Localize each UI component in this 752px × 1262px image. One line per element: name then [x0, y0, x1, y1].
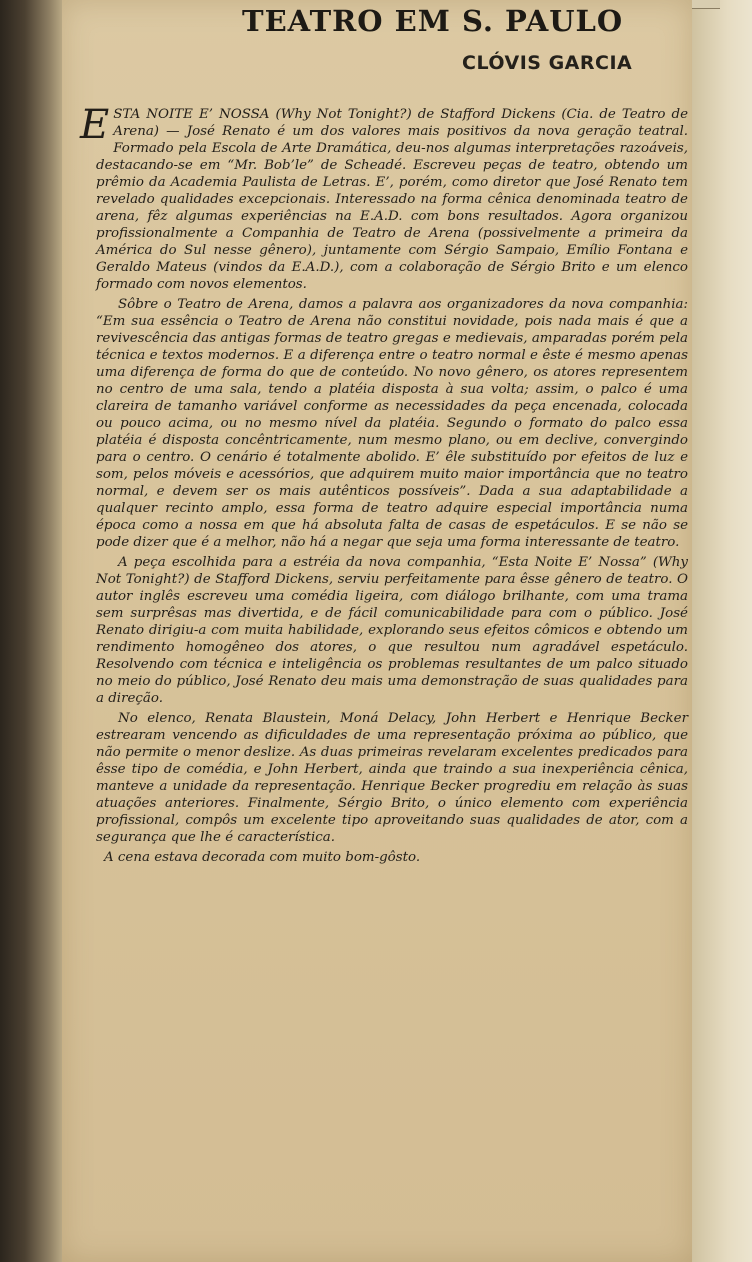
article-paragraph-3: A peça escolhida para a estréia da nova companhia, “Esta Noite E’ Nossa” (Why Not Tonight?) de Stafford Dickens, serviu perfeitamente para êsse gênero de teatro. O autor inglês escreveu uma comédia ligeira, com diálogo brilhante, com uma trama sem surprêsas mas divertida, e de fácil comunicabilidade para com o público. José Renato dirigiu-a com muita habilidade, explorando seus efeitos cômicos e obtendo um rendimento homogêneo dos atores, o que resultou num agradável espetáculo. Resolvendo com técnica e inteligência os problemas resultantes de um palco situado no meio do público, José Renato deu mais uma demonstração de suas qualidades para a direção. — [96, 555, 688, 706]
article-paragraph-5: A cena estava decorada com muito bom-gôsto. — [104, 850, 421, 865]
article-paragraph-1 — [80, 102, 688, 293]
scan-background-right — [692, 0, 752, 1262]
paragraph-1-text: STA NOITE E’ NOSSA (Why Not Tonight?) de Stafford Dickens (Cia. de Teatro de Arena) — José Renato é um dos valores mais positivos da nova geração teatral. Formado pela Escola de Arte Dramática, deu-nos algumas interpretações razoáveis, destacando-se em “Mr. Bob’le” de Scheadé. Escreveu peças de teatro, obtendo um prêmio da Academia Paulista de Letras. E’, porém, como diretor que José Renato tem revelado qualidades excepcionais. Interessado na forma cênica denominada teatro de arena, fêz algumas experiências na E.A.D. com bons resultados. Agora organizou profissionalmente a Companhia de Teatro de Arena (possivelmente a primeira da América do Sul nesse gênero), juntamente com Sérgio Sampaio, Emílio Fontana e Geraldo Mateus (vindos da E.A.D.), com a colaboração de Sérgio Brito e um elenco formado com novos elementos. — [96, 107, 688, 292]
article-paragraph-4: No elenco, Renata Blaustein, Moná Delacy, John Herbert e Henrique Becker estrearam vencendo as dificuldades de uma representação próxima ao público, que não permite o menor deslize. As duas primeiras revelaram excelentes predicados para êsse tipo de comédia, e John Herbert, ainda que traindo a sua inexperiência cênica, manteve a unidade da representação. Henrique Becker progrediu em relação às suas atuações anteriores. Finalmente, Sérgio Brito, o único elemento com experiência profissional, compôs um excelente tipo aproveitando suas qualidades de ator, com a segurança que lhe é característica. — [96, 711, 688, 845]
article-body — [80, 102, 688, 869]
scan-background-left — [0, 0, 62, 1262]
byline: CLÓVIS GARCIA — [462, 52, 633, 74]
headline: TEATRO EM S. PAULO — [242, 4, 624, 38]
article-paragraph-2: Sôbre o Teatro de Arena, damos a palavra aos organizadores da nova companhia: “Em sua essência o Teatro de Arena não constitui novidade, pois nada mais é que a revivescência das antigas formas de teatro gregas e medievais, amparadas porém pela técnica e textos modernos. E a diferença entre o teatro normal e êste é mesmo apenas uma diferença de forma do que de conteúdo. No novo gênero, os atores representem no centro de uma sala, tendo a platéia disposta à sua volta; assim, o palco é uma clareira de tamanho variável conforme as necessidades da peça encenada, colocada ou pouco acima, ou no mesmo nível da platéia. Segundo o formato do palco essa platéia é disposta concêntricamente, num mesmo plano, ou em declive, convergindo para o centro. O cenário é totalmente abolido. E’ êle substituído por efeitos de luz e som, pelos móveis e acessórios, que adquirem muito maior importância que no teatro normal, e devem ser os mais autênticos possíveis”. Dada a sua adaptabilidade a qualquer recinto amplo, essa forma de teatro adquire especial importância numa época como a nossa em que há absoluta falta de casas de espetáculos. E se não se pode dizer que é a melhor, não há a negar que seja uma forma interessante de teatro. — [96, 297, 688, 550]
drop-cap: E — [80, 102, 110, 148]
newspaper-clipping — [62, 0, 692, 1262]
